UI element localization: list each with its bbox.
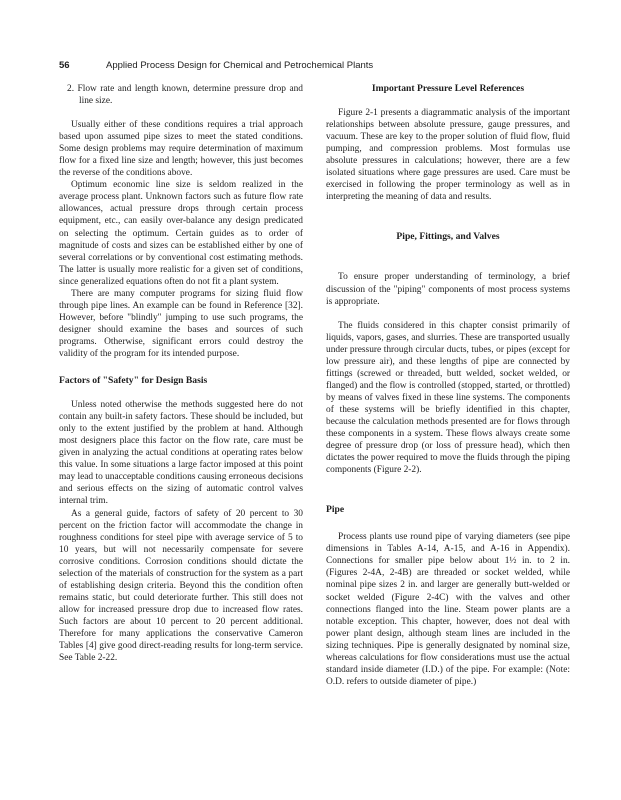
page-number: 56 [59, 60, 70, 71]
page-header [59, 60, 564, 76]
paragraph: The fluids considered in this chapter consist primarily of liquids, vapors, gases, and slurries. These are transported usually under pressure through circular ducts, tubes, or pipes (except for low pressure air), and these lengths of pipe are connected by fittings (screwed or threaded, butt welded, socket welded, or flanged) and the flow is controlled (stopped, started, or throttled) by means of valves fixed in these line systems. The components of these systems will be briefly identified in this chapter, because the calculation methods presented are for flows through these components in a system. These flows always create some degree of pressure drop (or loss of pressure head), which then dictates the power required to move the fluids through the piping components (Figure 2-2). [326, 320, 570, 476]
list-item-2: 2. Flow rate and length known, determine pressure drop and line size. [67, 84, 303, 107]
section-heading-pipe: Pipe [326, 504, 345, 516]
paragraph: There are many computer programs for sizing fluid flow through pipe lines. An example can be found in Reference [32]. However, before "blindly" jumping to use such programs, the designer should examine the bases and sources of such programs. Otherwise, significant errors could destroy the validity of the program for its intended purpose. [59, 288, 303, 359]
right-column [326, 83, 570, 688]
paragraph: To ensure proper understanding of terminology, a brief discussion of the "piping" components of most process systems is appropriate. [326, 272, 570, 307]
section-heading-pressure: Important Pressure Level References [371, 83, 525, 94]
section-heading-safety: Factors of "Safety" for Design Basis [59, 375, 208, 387]
paragraph: Optimum economic line size is seldom realized in the average process plant. Unknown factors such as future flow rate allowances, actual pressure drops through certain process equipment, etc., can easily over-balance any design predicated on selecting the optimum. Certain guides as to order of magnitude of costs and sizes can be established either by one of several correlations or by conventional cost estimating methods. The latter is usually more realistic for a given set of conditions, since generalized equations often do not fit a plant system. [59, 180, 303, 287]
paragraph: Process plants use round pipe of varying diameters (see pipe dimensions in Tables A-14, A-15, and A-16 in Appendix). Connections for smaller pipe below about 1½ in. to 2 in. (Figures 2-4A, 2-4B) are threaded or socket welded, while nominal pipe sizes 2 in. and larger are generally butt-welded or socket welded (Figure 2-4C) with the valves and other connections flanged into the line. Steam power plants are a notable exception. This chapter, however, does not deal with power plant design, although steam lines are included in the sizing techniques. Pipe is generally designated by nominal size, whereas calculations for flow considerations must use the actual standard inside diameter (I.D.) of the pipe. For example: (Note: O.D. refers to outside diameter of pipe.) [326, 532, 570, 687]
paragraph: Figure 2-1 presents a diagrammatic analysis of the important relationships between absolute pressure, gauge pressures, and vacuum. These are key to the proper solution of fluid flow, fluid pumping, and compression problems. Most formulas use absolute pressures in calculations; however, there are a few isolated situations where gage pressures are used. Care must be exercised in following the proper terminology as well as in interpreting the meaning of data and results. [326, 108, 570, 203]
running-title: Applied Process Design for Chemical and Petrochemical Plants [106, 60, 374, 71]
paragraph: Usually either of these conditions requires a trial approach based upon assumed pipe sizes to meet the stated conditions. Some design problems may require determination of maximum flow for a fixed line size and length; however, this just becomes the reverse of the conditions above. [59, 120, 303, 179]
section-heading-pipe-fittings-valves: Pipe, Fittings, and Valves [396, 231, 500, 243]
paragraph: As a general guide, factors of safety of 20 percent to 30 percent on the friction factor will accommodate the change in roughness conditions for steel pipe with average service of 5 to 10 years, but will not necessarily compensate for severe corrosive conditions. Corrosion conditions should dictate the selection of the materials of construction for the system as a part of establishing design criteria. Beyond this the condition often remains static, but could deteriorate further. This still does not allow for increased pressure drop due to increased flow rates. Such factors are about 10 percent to 20 percent additional. Therefore for many applications the conservative Cameron Tables [4] give good direct-reading results for long-term service. See Table 2-22. [59, 508, 303, 664]
paragraph: Unless noted otherwise the methods suggested here do not contain any built-in safety factors. These should be included, but only to the extent justified by the problem at hand. Although most designers place this factor on the flow rate, care must be given in analyzing the actual conditions at operating rates below this value. In some situations a large factor imposed at this point may lead to unacceptable conditions causing erroneous decisions and serious effects on the sizing of automatic control valves internal trim. [59, 400, 303, 507]
left-column [59, 83, 303, 664]
